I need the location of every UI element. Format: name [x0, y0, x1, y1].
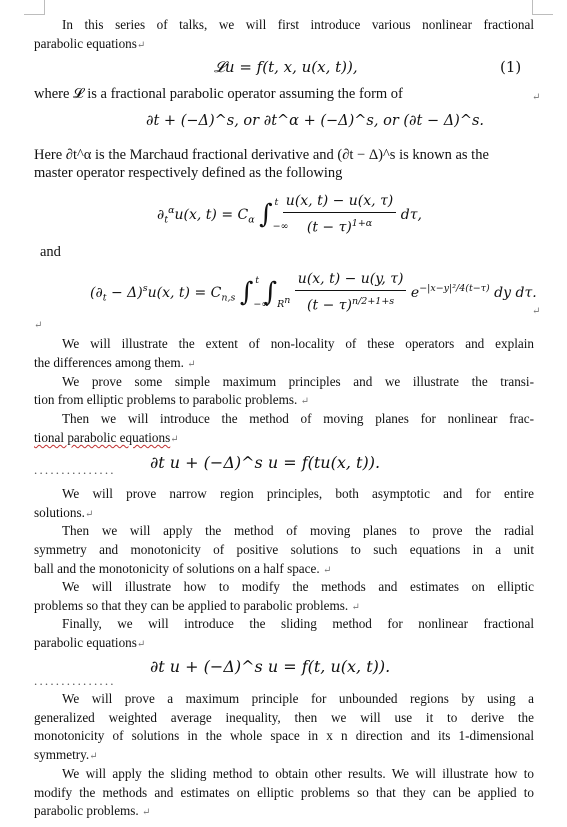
equation-1: 𝓛u = f(t, x, u(x, t)),: [214, 58, 358, 76]
crop-mark-top-right: [532, 0, 553, 15]
paragraph-9-line-2: generalized weighted average inequality, then we will use it to derive the: [34, 710, 534, 725]
paragraph-mark: ↵: [34, 320, 43, 331]
paragraph-8-line-2: parabolic equations↵: [34, 635, 146, 650]
paragraph-mark: ↵: [532, 92, 541, 103]
sliding-method-equation: ∂t u + (−Δ)^s u = f(t, u(x, t)).: [150, 657, 391, 676]
equation-1-number: (1): [500, 58, 522, 76]
moving-planes-equation: ∂t u + (−Δ)^s u = f(tu(x, t)).: [150, 453, 381, 472]
where-line: where 𝓛 is a fractional parabolic operator assuming the form of: [34, 86, 403, 102]
paragraph-8-line-1: Finally, we will introduce the sliding method for nonlinear fractional: [62, 616, 534, 631]
master-operator-formula: $(\partial_t - \Delta)^su(x$, $t) = C_{n,s}$ $\int_{-\infty}^t$ $\int_{R^n}$ $\frac{u(x, t) - u(y, \tau)}{(t - \tau)^{n/2+1+s}}$ $e^{-|x-y|^2/4(t-\tau)}$ dy dτ.: [90, 271, 537, 314]
paragraph-4-line-1: Then we will introduce the method of moving planes for nonlinear frac-: [62, 411, 534, 426]
here-line-2: master operator respectively defined as the following: [34, 165, 343, 181]
paragraph-9-line-1: We will prove a maximum principle for unbounded regions by using a: [62, 691, 534, 706]
paragraph-10-line-1: We will apply the sliding method to obtain other results. We will illustrate how to: [62, 766, 534, 781]
paragraph-6-line-1: Then we will apply the method of moving planes to prove the radial: [62, 523, 534, 538]
paragraph-5-line-1: We will prove narrow region principles, both asymptotic and for entire: [62, 486, 534, 501]
paragraph-3-line-2: tion from elliptic problems to parabolic problems. ↵: [34, 392, 310, 407]
leader-dots: ...............: [34, 462, 116, 477]
paragraph-9-line-4: symmetry.↵: [34, 747, 98, 762]
operators-line: ∂t + (−Δ)^s, or ∂t^α + (−Δ)^s, or (∂t − Δ)^s.: [146, 113, 485, 129]
here-line-1: Here ∂t^α is the Marchaud fractional derivative and (∂t − Δ)^s is known as the: [34, 147, 489, 163]
leader-dots: ...............: [34, 673, 116, 688]
paragraph-3-line-1: We prove some simple maximum principles and we illustrate the transi-: [62, 374, 534, 389]
paragraph-5-line-2: solutions.↵: [34, 505, 94, 520]
paragraph-mark: ↵: [532, 306, 541, 317]
paragraph-2-line-1: We will illustrate the extent of non-locality of these operators and explain: [62, 336, 534, 351]
paragraph-10-line-3: parabolic problems. ↵: [34, 803, 151, 818]
paragraph-4-line-2: tional parabolic equations↵: [34, 430, 179, 445]
paragraph-1-line-1: In this series of talks, we will first introduce various nonlinear fractional: [62, 17, 534, 32]
paragraph-6-line-2: symmetry and monotonicity of positive solutions to such equations in a unit: [34, 542, 534, 557]
crop-mark-top-left: [24, 0, 45, 15]
and-text: and: [40, 244, 61, 260]
paragraph-2-line-2: the differences among them. ↵: [34, 355, 196, 370]
paragraph-6-line-3: ball and the monotonicity of solutions on a half space. ↵: [34, 561, 332, 576]
paragraph-7-line-2: problems so that they can be applied to parabolic problems. ↵: [34, 598, 360, 613]
marchaud-formula: $\partial_t^\alpha u(x$, $t) = C_\alpha$ $\int_{-\infty}^t$ $\frac{u(x, t) - u(x, \tau)}{(t - \tau)^{1+\alpha}}$ dτ,: [157, 193, 422, 236]
paragraph-1-line-2: parabolic equations↵: [34, 36, 146, 51]
paragraph-9-line-3: monotonicity of solutions in the whole space in x n direction and its 1-dimensional: [34, 728, 534, 743]
paragraph-10-line-2: modify the methods and estimates on elliptic problems so that they can be applied to: [34, 785, 534, 800]
paragraph-7-line-1: We will illustrate how to modify the methods and estimates on elliptic: [62, 579, 534, 594]
